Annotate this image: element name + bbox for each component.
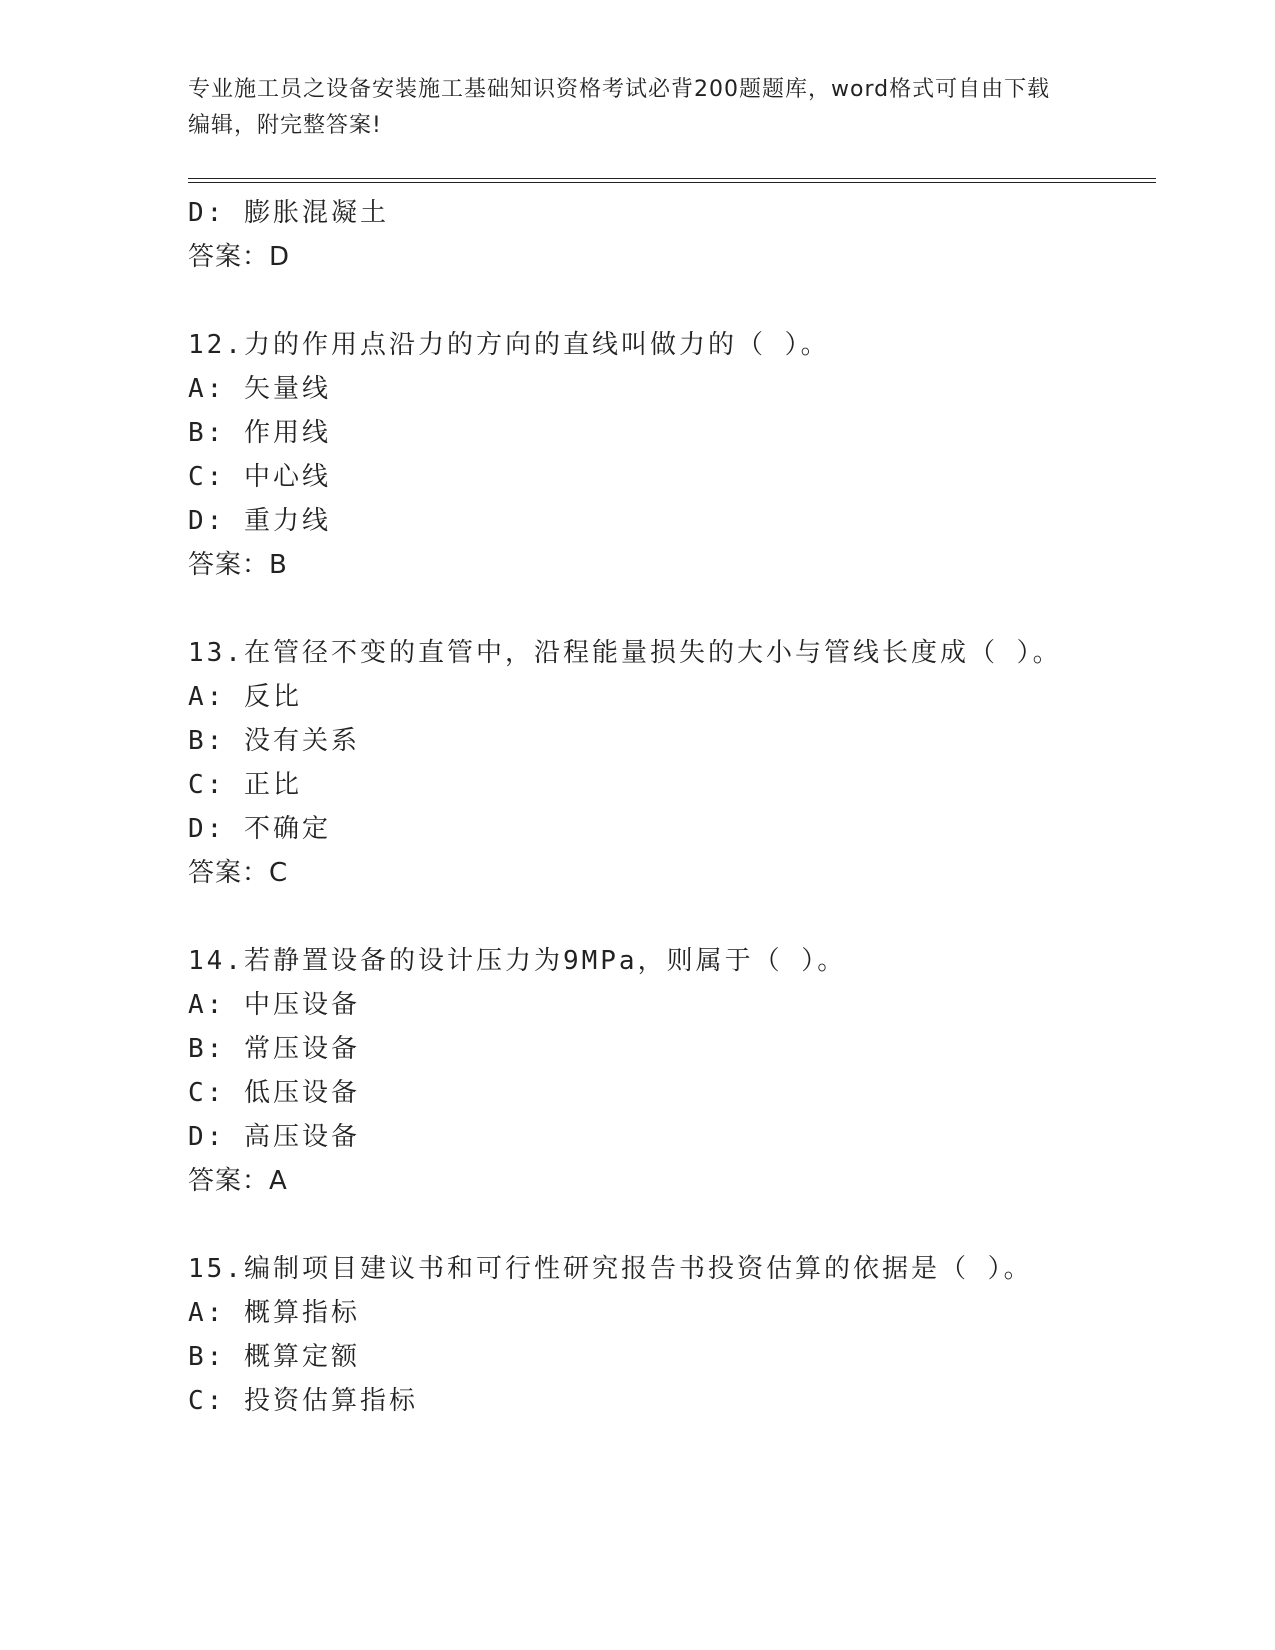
question-stem: 13.在管径不变的直管中，沿程能量损失的大小与管线长度成（ ）。: [188, 638, 1062, 668]
option-b: B: 常压设备: [188, 1034, 360, 1064]
answer-line: [188, 1160, 288, 1197]
header-divider-bottom: [188, 182, 1156, 183]
answer-value: B: [269, 550, 288, 580]
answer-value: C: [269, 858, 289, 888]
option-b: B: 没有关系: [188, 726, 360, 756]
question-stem: 15.编制项目建议书和可行性研究报告书投资估算的依据是（ ）。: [188, 1254, 1033, 1284]
answer-label: 答案：: [188, 242, 270, 272]
option-c: C: 中心线: [188, 462, 331, 492]
question-stem: 12.力的作用点沿力的方向的直线叫做力的（ ）。: [188, 330, 830, 360]
answer-label: 答案：: [188, 858, 270, 888]
option-c: C: 投资估算指标: [188, 1386, 418, 1416]
option-d: D: 膨胀混凝土: [188, 198, 389, 228]
option-d: D: 不确定: [188, 814, 331, 844]
option-a: A: 矢量线: [188, 374, 331, 404]
option-a: A: 概算指标: [188, 1298, 360, 1328]
option-d: D: 高压设备: [188, 1122, 360, 1152]
document-header: 专业施工员之设备安装施工基础知识资格考试必背200题题库，word格式可自由下载编辑，附完整答案!: [188, 77, 1051, 138]
answer-line: [188, 852, 288, 889]
option-a: A: 中压设备: [188, 990, 360, 1020]
question-stem: 14.若静置设备的设计压力为9MPa，则属于（ ）。: [188, 946, 847, 976]
answer-line: [188, 544, 288, 581]
answer-label: 答案：: [188, 1166, 270, 1196]
option-b: B: 作用线: [188, 418, 331, 448]
option-a: A: 反比: [188, 682, 302, 712]
option-c: C: 低压设备: [188, 1078, 360, 1108]
answer-line: [188, 236, 290, 273]
option-b: B: 概算定额: [188, 1342, 360, 1372]
option-c: C: 正比: [188, 770, 302, 800]
answer-value: A: [269, 1166, 288, 1196]
option-d: D: 重力线: [188, 506, 331, 536]
answer-value: D: [269, 242, 291, 272]
header-divider-top: [188, 178, 1156, 179]
answer-label: 答案：: [188, 550, 270, 580]
